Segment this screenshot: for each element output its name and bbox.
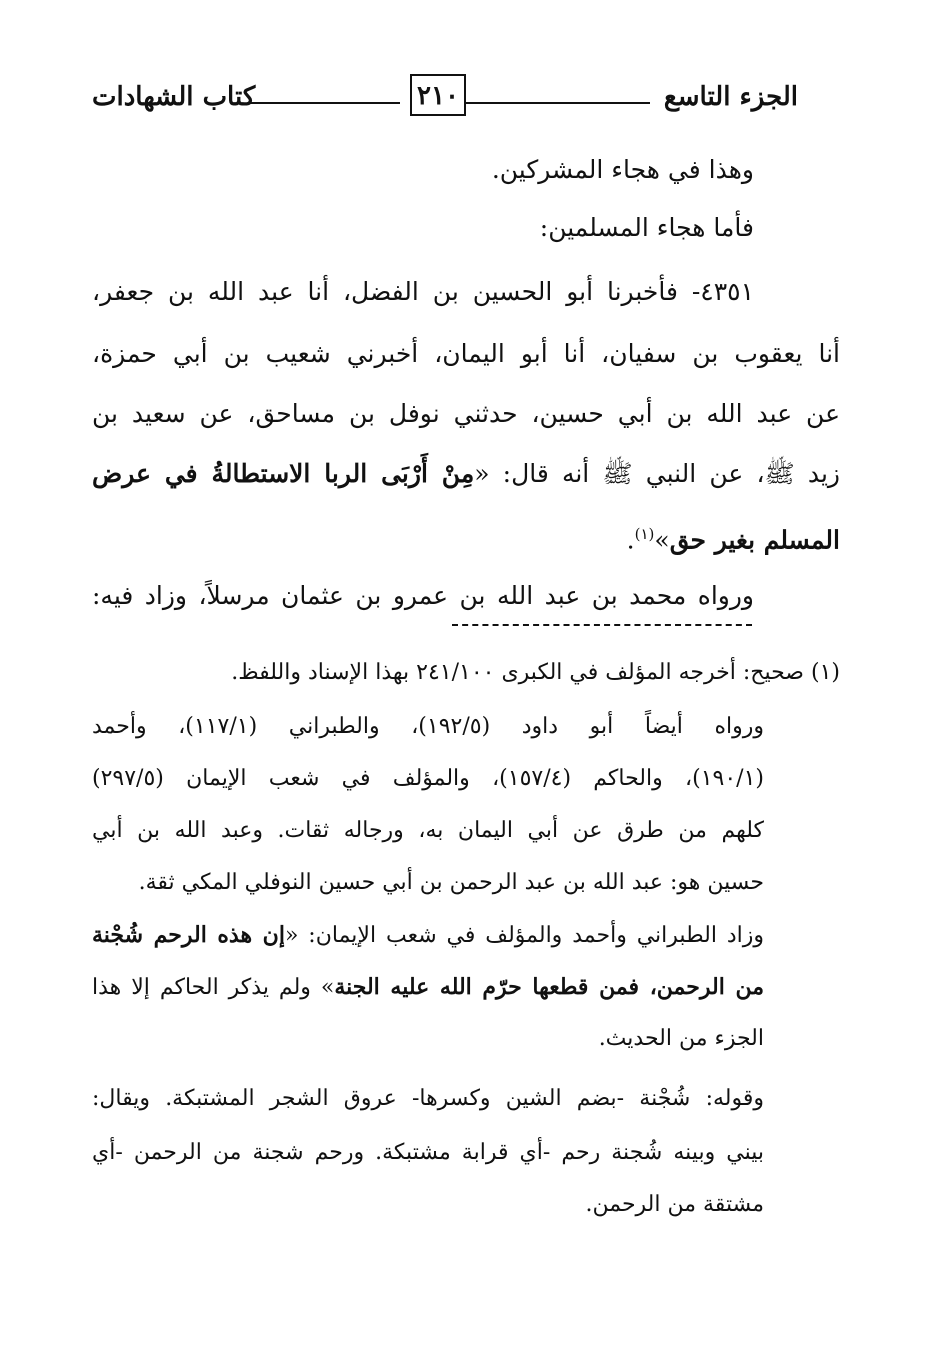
footnote-quote: إن هذه الرحم شُجْنة: [92, 922, 285, 948]
hadith-line-2: أنا يعقوب بن سفيان، أنا أبو اليمان، أخبرني شعيب بن أبي حمزة،: [92, 339, 840, 368]
book-title: كتاب الشهادات: [92, 82, 256, 112]
footnote-line-10: بيني وبينه شُجنة رحم -أي قرابة مشتبكة. ورحم شجنة من الرحمن -أي: [92, 1140, 764, 1165]
hadith-line-5: [627, 514, 840, 560]
hadith-quote-end: المسلم بغير حق: [669, 525, 840, 555]
footnote-line-1: (١) صحيح: أخرجه المؤلف في الكبرى ٢٤١/١٠٠ بهذا الإسناد واللفظ.: [231, 660, 840, 685]
footnote-line-9: وقوله: شُجْنة -بضم الشين وكسرها- عروق الشجر المشتبكة. ويقال:: [92, 1086, 764, 1111]
footnote-line-5: حسين هو: عبد الله بن عبد الرحمن بن أبي حسين النوفلي المكي ثقة.: [138, 870, 764, 895]
page-header: [92, 74, 798, 124]
footnote-line-2: ورواه أيضاً أبو داود (١٩٢/٥)، والطبراني (١١٧/١)، وأحمد: [92, 714, 765, 739]
footnote-line-11: مشتقة من الرحمن.: [585, 1192, 764, 1217]
footnote-line-8: الجزء من الحديث.: [598, 1026, 764, 1051]
hadith-quote: مِنْ أَرْبَى الربا الاستطالةُ في عرض: [92, 459, 475, 488]
footnote-line-6: [92, 918, 764, 953]
footnote-quote-end: من الرحمن، فمن قطعها حرّم الله عليه الجنة: [334, 974, 764, 1000]
hadith-line-1: ٤٣٥١- فأخبرنا أبو الحسين بن الفضل، أنا عبد الله بن جعفر،: [92, 277, 754, 306]
body-line-1: وهذا في هجاء المشركين.: [491, 155, 754, 184]
footnote-text: وزاد الطبراني وأحمد والمؤلف في شعب الإيمان: «: [284, 923, 764, 948]
header-rule-right: [464, 102, 650, 104]
footnote-line-7: [92, 970, 764, 1005]
period: .: [626, 525, 635, 555]
volume-title: الجزء التاسع: [663, 82, 798, 112]
footnote-line-4: كلهم من طرق عن أبي اليمان به، ورجاله ثقات. وعبد الله بن أبي: [92, 818, 764, 843]
page-number: ٢١٠: [410, 74, 466, 116]
body-line-2: فأما هجاء المسلمين:: [539, 213, 754, 242]
header-rule-left: [250, 102, 400, 104]
footnote-marker: (١): [634, 525, 655, 543]
quote-close: »: [654, 525, 670, 555]
footnote-line-3: (١٩٠/١)، والحاكم (١٥٧/٤)، والمؤلف في شعب الإيمان (٢٩٧/٥): [92, 766, 764, 791]
hadith-line-4: [92, 454, 840, 494]
footnote-text-cont: » ولم يذكر الحاكم إلا هذا: [92, 975, 335, 1000]
hadith-text: زيد ﷺ، عن النبي ﷺ أنه قال: «: [474, 459, 841, 488]
body-line-mursal: ورواه محمد بن عبد الله بن عمرو بن عثمان مرسلاً، وزاد فيه:: [92, 581, 754, 610]
hadith-line-3: عن عبد الله بن أبي حسين، حدثني نوفل بن مساحق، عن سعيد بن: [92, 399, 840, 428]
footnote-separator: [452, 624, 752, 626]
